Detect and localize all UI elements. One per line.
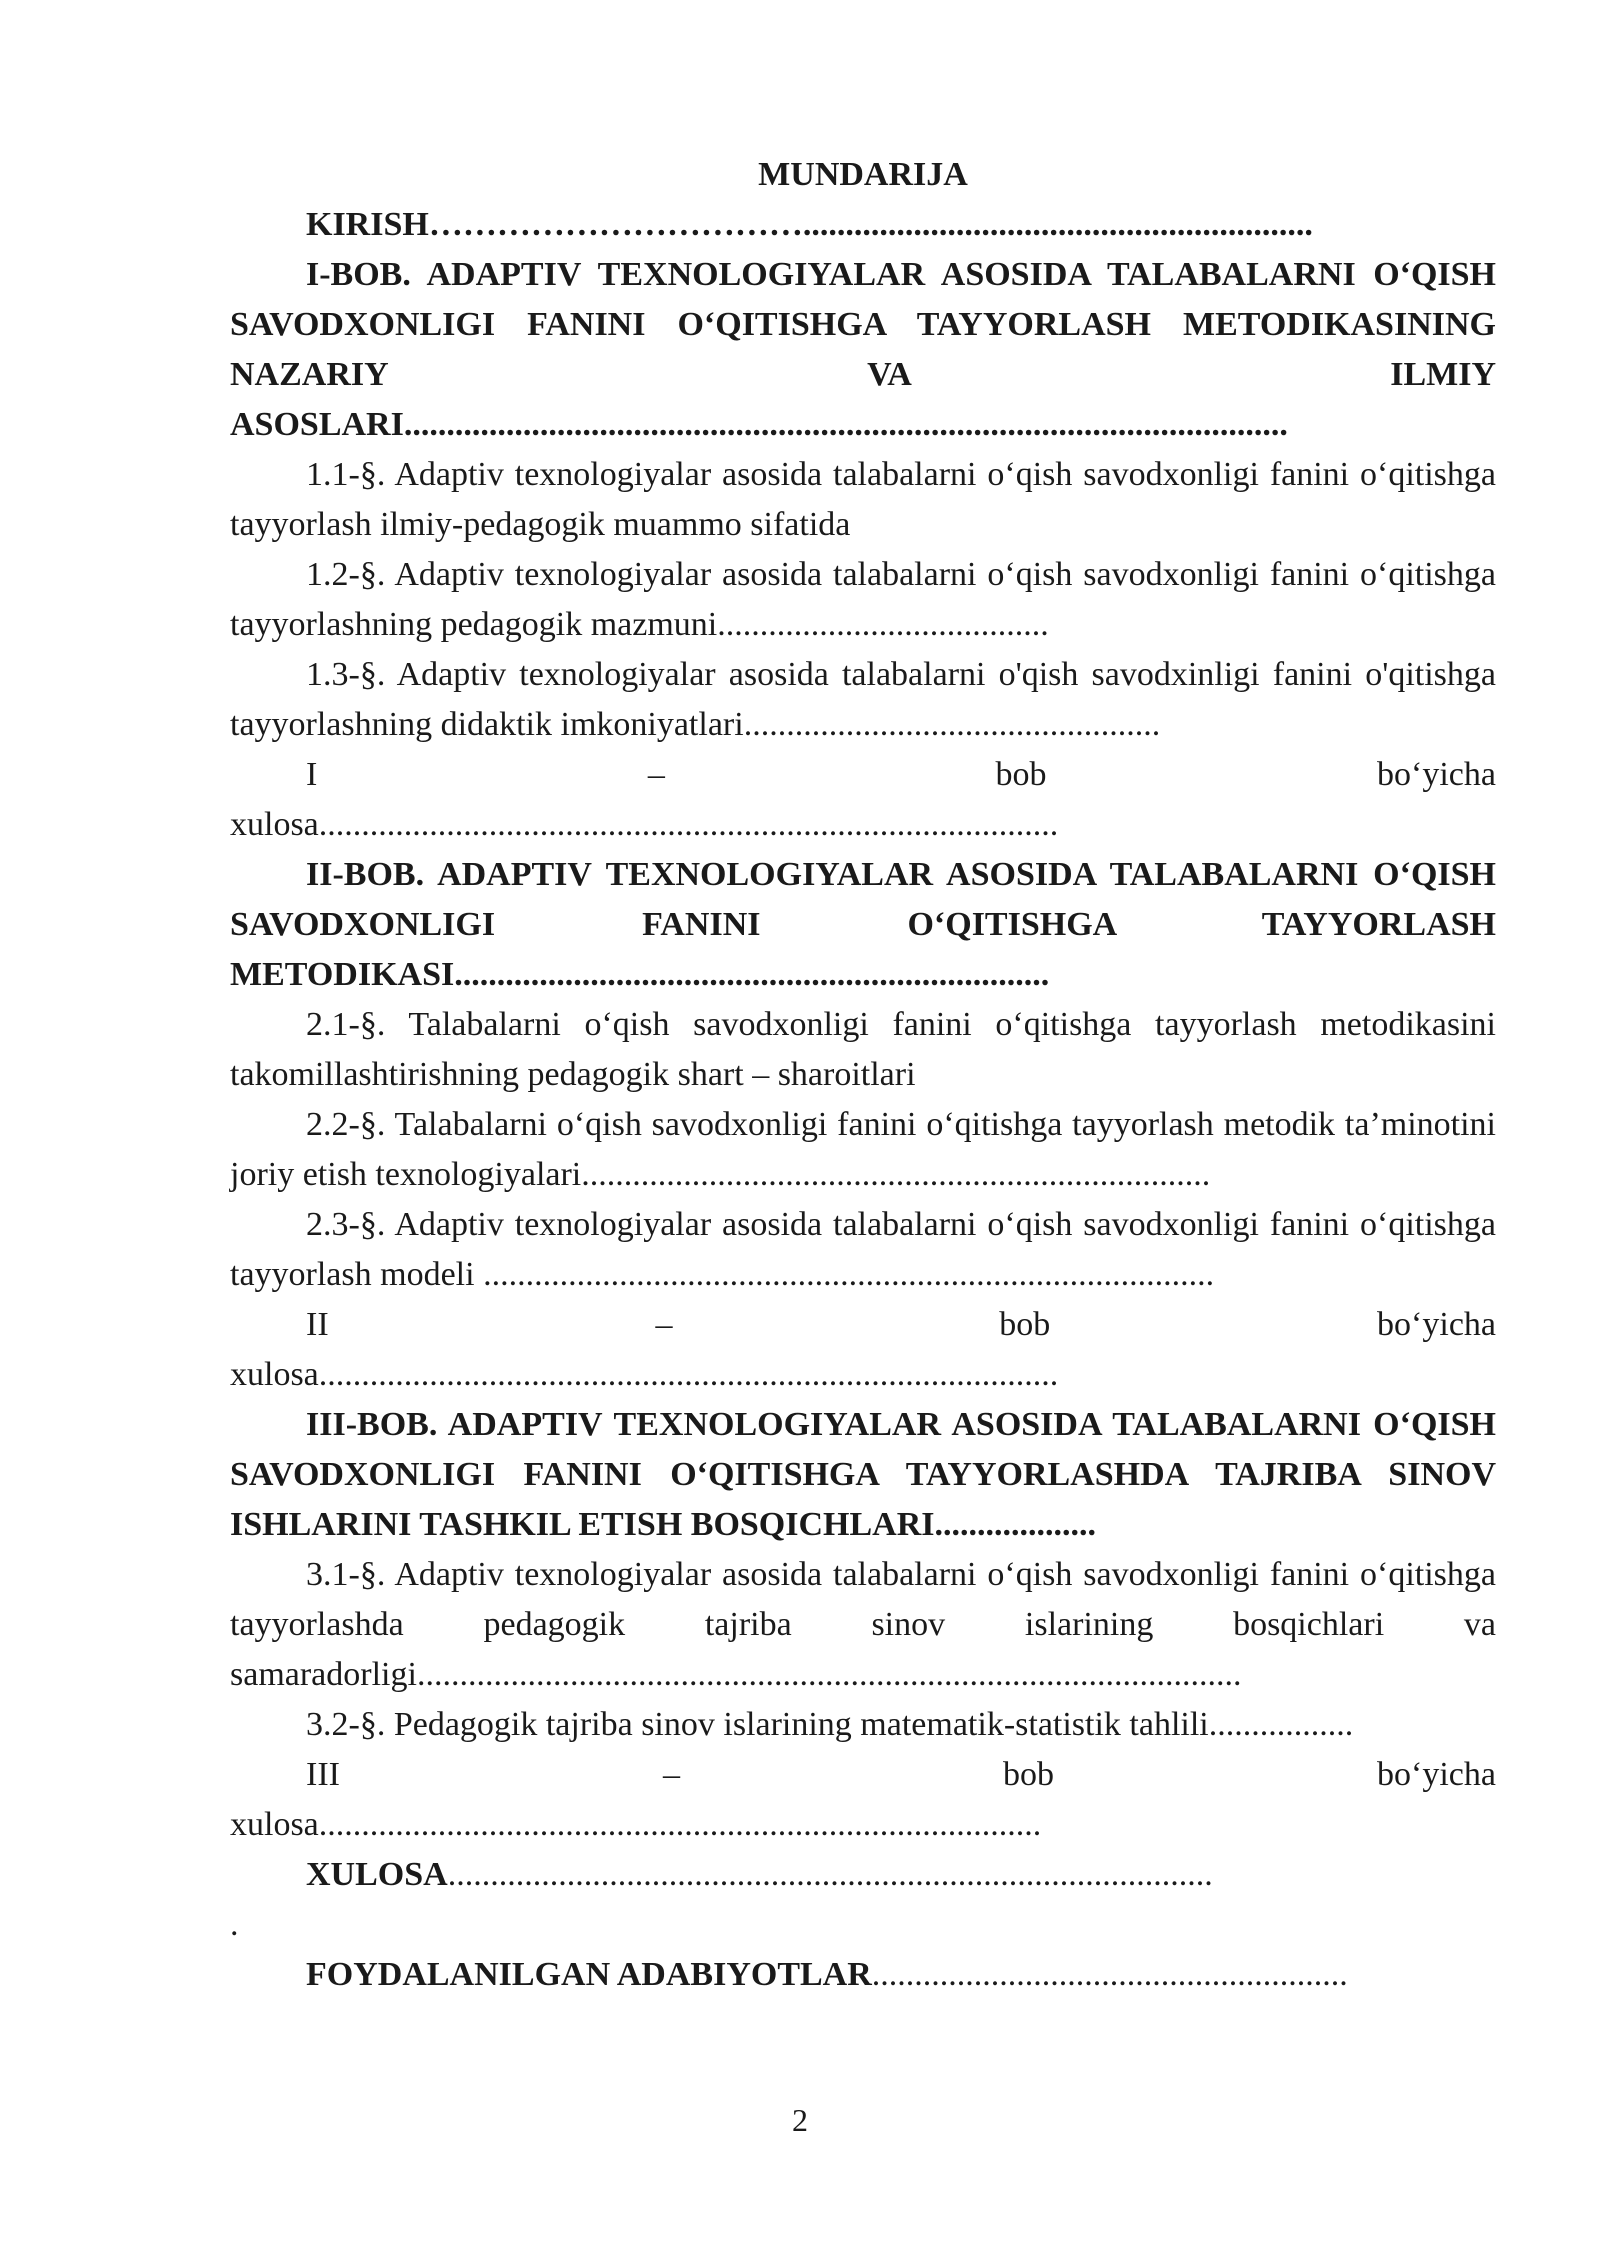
toc-entry-section-2-1: 2.1-§. Talabalarni o‘qish savodxonligi fanini o‘qitishga tayyorlash metodikasini takomillashtirishning pedagogik shart – sharoitlari — [230, 1006, 1496, 1093]
toc-entry-section-2-3: 2.3-§. Adaptiv texnologiyalar asosida talabalarni o‘qish savodxonligi fanini o‘qitishga tayyorlash modeli ...................................................................................... — [230, 1206, 1496, 1293]
leader-dots: ................. — [1208, 1706, 1354, 1743]
toc-entry-section-3-1: 3.1-§. Adaptiv texnologiyalar asosida talabalarni o‘qish savodxonligi fanini o‘qitishga tayyorlashda pedagogik tajriba sinov islarining bosqichlari va samaradorligi................................................................................................. — [230, 1556, 1496, 1693]
toc-entry-section-2-2: 2.2-§. Talabalarni o‘qish savodxonligi fanini o‘qitishga tayyorlash metodik ta’minotini joriy etish texnologiyalari.......................................................................... — [230, 1106, 1496, 1193]
leader-dots: ...................................................................... — [454, 956, 1050, 993]
leader-dots: ……………………………............................................................ — [428, 206, 1313, 243]
page-number: 2 — [792, 2102, 808, 2138]
leader-dots: ....................................... — [717, 606, 1049, 643]
toc-entry-kirish: KIRISH……………………………............................................................ — [306, 206, 1313, 243]
toc-entry-chapter-1: I-BOB. ADAPTIV TEXNOLOGIYALAR ASOSIDA TALABALARNI O‘QISH SAVODXONLIGI FANINI O‘QITISHGA TAYYORLASH METODIKASINING NAZARIY VA ILMIY ASOSLARI........................................................................................................ — [230, 256, 1496, 443]
table-of-contents — [230, 150, 1496, 2000]
toc-entry-chapter-2-conclusion: II – bob bo‘yicha xulosa....................................................................................... — [230, 1306, 1496, 1393]
toc-entry-chapter-2: II-BOB. ADAPTIV TEXNOLOGIYALAR ASOSIDA TALABALARNI O‘QISH SAVODXONLIGI FANINI O‘QITISHGA TAYYORLASH METODIKASI...................................................................... — [230, 856, 1496, 993]
toc-title: MUNDARIJA — [758, 156, 968, 193]
toc-entry-section-1-1: 1.1-§. Adaptiv texnologiyalar asosida talabalarni o‘qish savodxonligi fanini o‘qitishga tayyorlash ilmiy-pedagogik muammo sifatida — [230, 456, 1496, 543]
toc-entry-chapter-3-conclusion: III – bob bo‘yicha xulosa..................................................................................... — [230, 1756, 1496, 1843]
leader-dots: ........................................................................................................ — [403, 406, 1288, 443]
toc-entry-literature: FOYDALANILGAN ADABIYOTLAR........................................................ — [306, 1956, 1348, 1993]
leader-dots: ........................................................ — [871, 1956, 1348, 1993]
leader-dots: .......................................................................................... — [447, 1856, 1213, 1893]
toc-entry-section-1-2: 1.2-§. Adaptiv texnologiyalar asosida talabalarni o‘qish savodxonligi fanini o‘qitishga tayyorlashning pedagogik mazmuni....................................... — [230, 556, 1496, 643]
stray-dot: . — [230, 1906, 239, 1943]
leader-dots: ................................................................................................. — [416, 1656, 1242, 1693]
toc-entry-section-3-2: 3.2-§. Pedagogik tajriba sinov islarining matematik-statistik tahlili................. — [306, 1706, 1354, 1743]
leader-dots: ..................................................................................... — [318, 1806, 1042, 1843]
leader-dots: ....................................................................................... — [318, 806, 1059, 843]
leader-dots: ................... — [934, 1506, 1096, 1543]
toc-entry-chapter-1-conclusion: I – bob bo‘yicha xulosa....................................................................................... — [230, 756, 1496, 843]
leader-dots: ...................................................................................... — [483, 1256, 1215, 1293]
toc-entry-chapter-3: III-BOB. ADAPTIV TEXNOLOGIYALAR ASOSIDA TALABALARNI O‘QISH SAVODXONLIGI FANINI O‘QITISHGA TAYYORLASHDA TAJRIBA SINOV ISHLARINI TASHKIL ETISH BOSQICHLARI................... — [230, 1406, 1496, 1543]
toc-entry-xulosa: XULOSA.......................................................................................... — [306, 1856, 1213, 1893]
leader-dots: .......................................................................... — [581, 1156, 1211, 1193]
toc-entry-section-1-3: 1.3-§. Adaptiv texnologiyalar asosida talabalarni o'qish savodxinligi fanini o'qitishga tayyorlashning didaktik imkoniyatlari................................................. — [230, 656, 1496, 743]
leader-dots: ....................................................................................... — [318, 1356, 1059, 1393]
leader-dots: ................................................. — [743, 706, 1161, 743]
